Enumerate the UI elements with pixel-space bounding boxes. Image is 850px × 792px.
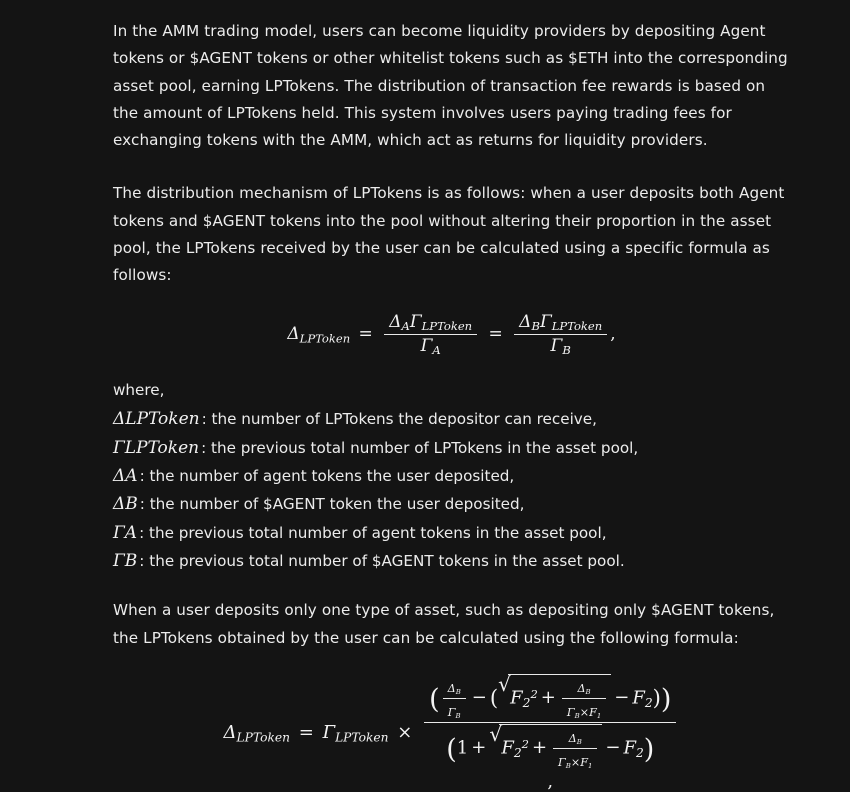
definition-symbol-glyph: Δ: [113, 409, 126, 430]
formula2-denominator: [424, 723, 676, 771]
formula2-den-f2-sub: 2: [513, 745, 522, 760]
definition-symbol-sub: LPToken: [125, 409, 200, 430]
formula2-den-plus: +: [471, 737, 487, 759]
formula2-den-inner-times: ×: [570, 755, 581, 769]
formula2-num-inner-times: ×: [579, 705, 590, 719]
definition-symbol-sub: A: [124, 522, 138, 543]
formula2-den-inner-delta-sub: B: [576, 737, 582, 746]
definition-symbol-glyph: Γ: [113, 550, 125, 571]
definition-text: : the number of agent tokens the user deposited,: [139, 467, 515, 486]
formula1-term2: [514, 312, 607, 357]
formula1-t1-num-gamma: Γ: [409, 311, 422, 332]
formula1-t1-num-delta-sub: A: [401, 318, 410, 333]
formula2-num-f2-tail: F: [632, 687, 645, 709]
formula2-num-inner-fraction: [443, 676, 466, 721]
definition-symbol-glyph: Δ: [113, 494, 126, 515]
list-item: [113, 463, 790, 490]
definition-text: : the previous total number of $AGENT tokens in the asset pool.: [139, 551, 625, 570]
formula2-den-f2: F: [501, 737, 514, 759]
formula2-den-open-paren: (: [446, 733, 457, 765]
definition-text: : the number of $AGENT token the user deposited,: [139, 495, 525, 514]
formula1-term1: [384, 312, 477, 357]
definition-symbol-glyph: Γ: [113, 522, 125, 543]
formula2-num-inner-gamma: Γ: [566, 705, 575, 719]
formula2-num-gamma-sub: B: [455, 711, 461, 720]
formula2-trailing-comma: ,: [547, 770, 554, 792]
formula2-den-plus-2: +: [531, 737, 548, 759]
definition-symbol-glyph: Δ: [113, 466, 126, 487]
formula2-num-plus: +: [540, 687, 556, 709]
formula1-t2-num-delta: Δ: [519, 311, 532, 332]
formula2-lhs-symbol: Δ: [223, 721, 237, 743]
formula1-t1-den-gamma-sub: A: [432, 343, 441, 358]
definition-symbol-sub: B: [125, 494, 138, 515]
list-item: [113, 435, 790, 462]
formula1-t1-num-gamma-sub: LPToken: [421, 318, 473, 333]
formula2-num-minus: −: [471, 687, 487, 709]
formula2-num-f2-pow: 2: [530, 686, 538, 701]
paragraph-lptoken-distribution: The distribution mechanism of LPTokens is as follows: when a user deposits both Agent tokens and $AGENT tokens into the pool without altering their proportion in the asset pool, the LPTokens received by the user can be calculated using a specific formula as follows:: [113, 184, 785, 285]
formula2-den-inner-f1-sub: 1: [587, 761, 593, 770]
paragraph-amm-intro: In the AMM trading model, users can become liquidity providers by depositing Agent tokens or $AGENT tokens or other whitelist tokens such as $ETH into the corresponding asset pool, earning LPTokens. The distribution of transaction fee rewards is based on the amount of LPTokens held. This system involves users paying trading fees for exchanging tokens with the AMM, which act as returns for liquidity providers.: [113, 22, 788, 150]
definition-symbol: [113, 466, 140, 486]
formula2-num-inner-f1-sub: 1: [596, 711, 602, 720]
list-item: [113, 491, 790, 518]
formula1-t2-num-gamma-sub: LPToken: [551, 318, 603, 333]
formula1-t2-den-gamma-sub: B: [562, 343, 571, 358]
definition-symbol: [113, 494, 140, 514]
formula1-trailing-comma: ,: [610, 323, 616, 344]
formula2-num-inner-gamma-sub: B: [574, 711, 580, 720]
definition-symbol-sub: B: [124, 550, 138, 571]
formula1-t1-den-gamma: Γ: [420, 335, 433, 356]
formula1-lhs-symbol: Δ: [287, 323, 300, 344]
formula2-gamma: Γ: [322, 721, 336, 743]
formula2-numerator: [424, 674, 676, 723]
paragraph-single-asset-deposit: When a user deposits only one type of asset, such as depositing only $AGENT tokens, the LPTokens obtained by the user can be calculated using the following formula:: [113, 601, 775, 647]
formula2-gamma-sub: LPToken: [335, 730, 389, 745]
formula2-num-gamma: Γ: [447, 705, 456, 719]
formula1-equals: =: [358, 323, 373, 344]
formula2-num-close-paren: ): [660, 683, 672, 715]
list-item: [113, 520, 790, 547]
formula1-t1-num-delta: Δ: [389, 311, 402, 332]
formula2-equals: =: [298, 721, 314, 743]
formula2-den-f2-tail: F: [623, 737, 636, 759]
definition-symbol-sub: A: [125, 466, 138, 487]
definition-symbol-glyph: Γ: [113, 437, 125, 458]
formula2-num-inner-delta-sub: B: [585, 687, 591, 696]
formula1-equals-2: =: [488, 323, 503, 344]
formula2-den-inner-delta: Δ: [568, 731, 577, 745]
list-item: [113, 548, 790, 575]
formula2-num-minus-2: −: [614, 687, 630, 709]
formula2-num-open-paren-2: (: [489, 685, 499, 711]
definition-symbol: [113, 409, 202, 429]
formula2-den-f2-tail-sub: 2: [635, 745, 644, 760]
formula2-num-delta-sub: B: [455, 687, 461, 696]
formula2-den-f2-pow: 2: [521, 736, 529, 751]
formula-lptoken-single-asset: [113, 674, 790, 792]
definition-symbol: [113, 551, 139, 571]
formula2-num-delta: Δ: [447, 681, 456, 695]
formula2-den-inner-f1: F: [580, 755, 588, 769]
where-label: where,: [113, 381, 165, 400]
definition-text: : the previous total number of LPTokens in the asset pool,: [201, 438, 639, 457]
definition-symbol: [113, 438, 201, 458]
symbol-definition-list: [113, 406, 790, 575]
formula1-t2-num-delta-sub: B: [531, 318, 540, 333]
formula2-den-inner-gamma: Γ: [558, 755, 566, 769]
formula2-num-sqrt: [498, 674, 611, 721]
definition-text: : the previous total number of agent tokens in the asset pool,: [139, 523, 607, 542]
formula1-t2-den-gamma: Γ: [550, 335, 563, 356]
list-item: [113, 406, 790, 433]
formula2-num-inner-f1: F: [589, 705, 597, 719]
definition-text: : the number of LPTokens the depositor can receive,: [201, 410, 597, 429]
formula-lptoken-proportional: [113, 312, 790, 357]
formula2-num-f2-tail-sub: 2: [644, 695, 653, 710]
formula2-den-inner-gamma-sub: B: [565, 761, 571, 770]
formula2-num-f2-sub: 2: [522, 695, 531, 710]
formula2-times: ×: [397, 721, 413, 743]
formula2-fraction: [424, 674, 676, 792]
formula2-num-f2: F: [510, 687, 523, 709]
formula2-num-close-paren-2: ): [652, 685, 661, 711]
formula2-den-sqrt: [489, 724, 654, 771]
definition-symbol: [113, 523, 139, 543]
formula1-lhs-sub: LPToken: [299, 331, 351, 346]
formula2-num-open-paren: (: [429, 683, 440, 715]
formula2-num-inner-delta: Δ: [577, 681, 586, 695]
definition-symbol-sub: LPToken: [124, 437, 200, 458]
formula2-lhs-sub: LPToken: [236, 730, 290, 745]
formula2-den-one: 1: [456, 737, 469, 759]
formula1-t2-num-gamma: Γ: [539, 311, 552, 332]
formula2-den-minus: −: [605, 737, 621, 759]
formula2-den-close-paren: ): [643, 733, 655, 765]
